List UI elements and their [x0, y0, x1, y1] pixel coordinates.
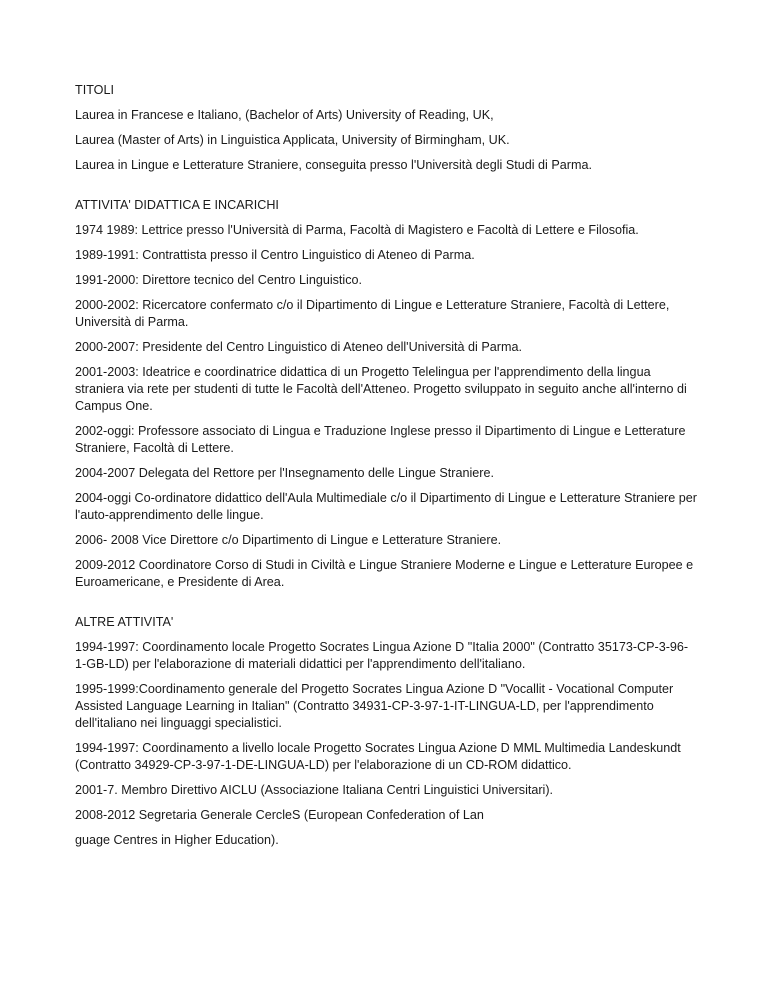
didattica-entry: 2004-oggi Co-ordinatore didattico dell'Aula Multimediale c/o il Dipartimento di Lingue e Letterature Straniere per l'auto-apprendimento delle lingue. [75, 491, 697, 522]
section-heading-didattica: ATTIVITA' DIDATTICA E INCARICHI [75, 198, 279, 212]
section-titoli [75, 82, 697, 174]
didattica-entry: 2002-oggi: Professore associato di Lingua e Traduzione Inglese presso il Dipartimento di Lingue e Letterature Straniere, Facoltà di Lettere. [75, 424, 686, 455]
didattica-entry: 2009-2012 Coordinatore Corso di Studi in Civiltà e Lingue Straniere Moderne e Lingue e Letterature Europee e Euroamericane, e Presidente di Area. [75, 558, 694, 589]
section-heading-altre: ALTRE ATTIVITA' [75, 615, 174, 629]
section-didattica [75, 197, 697, 591]
didattica-entry: 2006- 2008 Vice Direttore c/o Dipartimento di Lingue e Letterature Straniere. [75, 533, 502, 547]
didattica-entry: 1989-1991: Contrattista presso il Centro Linguistico di Ateneo di Parma. [75, 248, 475, 262]
didattica-entry: 2001-2003: Ideatrice e coordinatrice didattica di un Progetto Telelingua per l'apprendimento della lingua straniera via rete per studenti di tutte le Facoltà dell'Atteneo. Progetto sviluppato in seguito anche all'interno di Campus One. [75, 365, 687, 413]
titoli-line: Laurea (Master of Arts) in Linguistica Applicata, University of Birmingham, UK. [75, 133, 510, 147]
altre-entry: 2008-2012 Segretaria Generale CercleS (European Confederation of Lan [75, 808, 484, 822]
altre-entry: 1995-1999:Coordinamento generale del Progetto Socrates Lingua Azione D "Vocallit - Vocational Computer Assisted Language Learning in Italian" (Contratto 34931-CP-3-97-1-IT-LINGUA-LD, per l'apprendimento dell'italiano nei linguaggi specialistici. [75, 682, 674, 730]
didattica-entry: 2004-2007 Delegata del Rettore per l'Insegnamento delle Lingue Straniere. [75, 466, 494, 480]
didattica-entry: 1974 1989: Lettrice presso l'Università di Parma, Facoltà di Magistero e Facoltà di Lettere e Filosofia. [75, 223, 639, 237]
didattica-entry: 2000-2007: Presidente del Centro Linguistico di Ateneo dell'Università di Parma. [75, 340, 522, 354]
titoli-line: Laurea in Lingue e Letterature Straniere, conseguita presso l'Università degli Studi di Parma. [75, 158, 592, 172]
titoli-line: Laurea in Francese e Italiano, (Bachelor of Arts) University of Reading, UK, [75, 108, 494, 122]
section-heading-titoli: TITOLI [75, 83, 114, 97]
altre-entry: 2001-7. Membro Direttivo AICLU (Associazione Italiana Centri Linguistici Universitari). [75, 783, 554, 797]
altre-entry: guage Centres in Higher Education). [75, 833, 279, 847]
didattica-entry: 2000-2002: Ricercatore confermato c/o il Dipartimento di Lingue e Letterature Straniere, Facoltà di Lettere, Università di Parma. [75, 298, 670, 329]
didattica-entry: 1991-2000: Direttore tecnico del Centro Linguistico. [75, 273, 363, 287]
altre-entry: 1994-1997: Coordinamento locale Progetto Socrates Lingua Azione D "Italia 2000" (Contratto 35173-CP-3-96-1-GB-LD) per l'elaborazione di materiali didattici per l'apprendimento dell'italiano. [75, 640, 689, 671]
document-page [75, 82, 697, 872]
altre-entry: 1994-1997: Coordinamento a livello locale Progetto Socrates Lingua Azione D MML Multimedia Landeskundt (Contratto 34929-CP-3-97-1-DE-LINGUA-LD) per l'elaborazione di un CD-ROM didattico. [75, 741, 681, 772]
section-altre [75, 614, 697, 849]
